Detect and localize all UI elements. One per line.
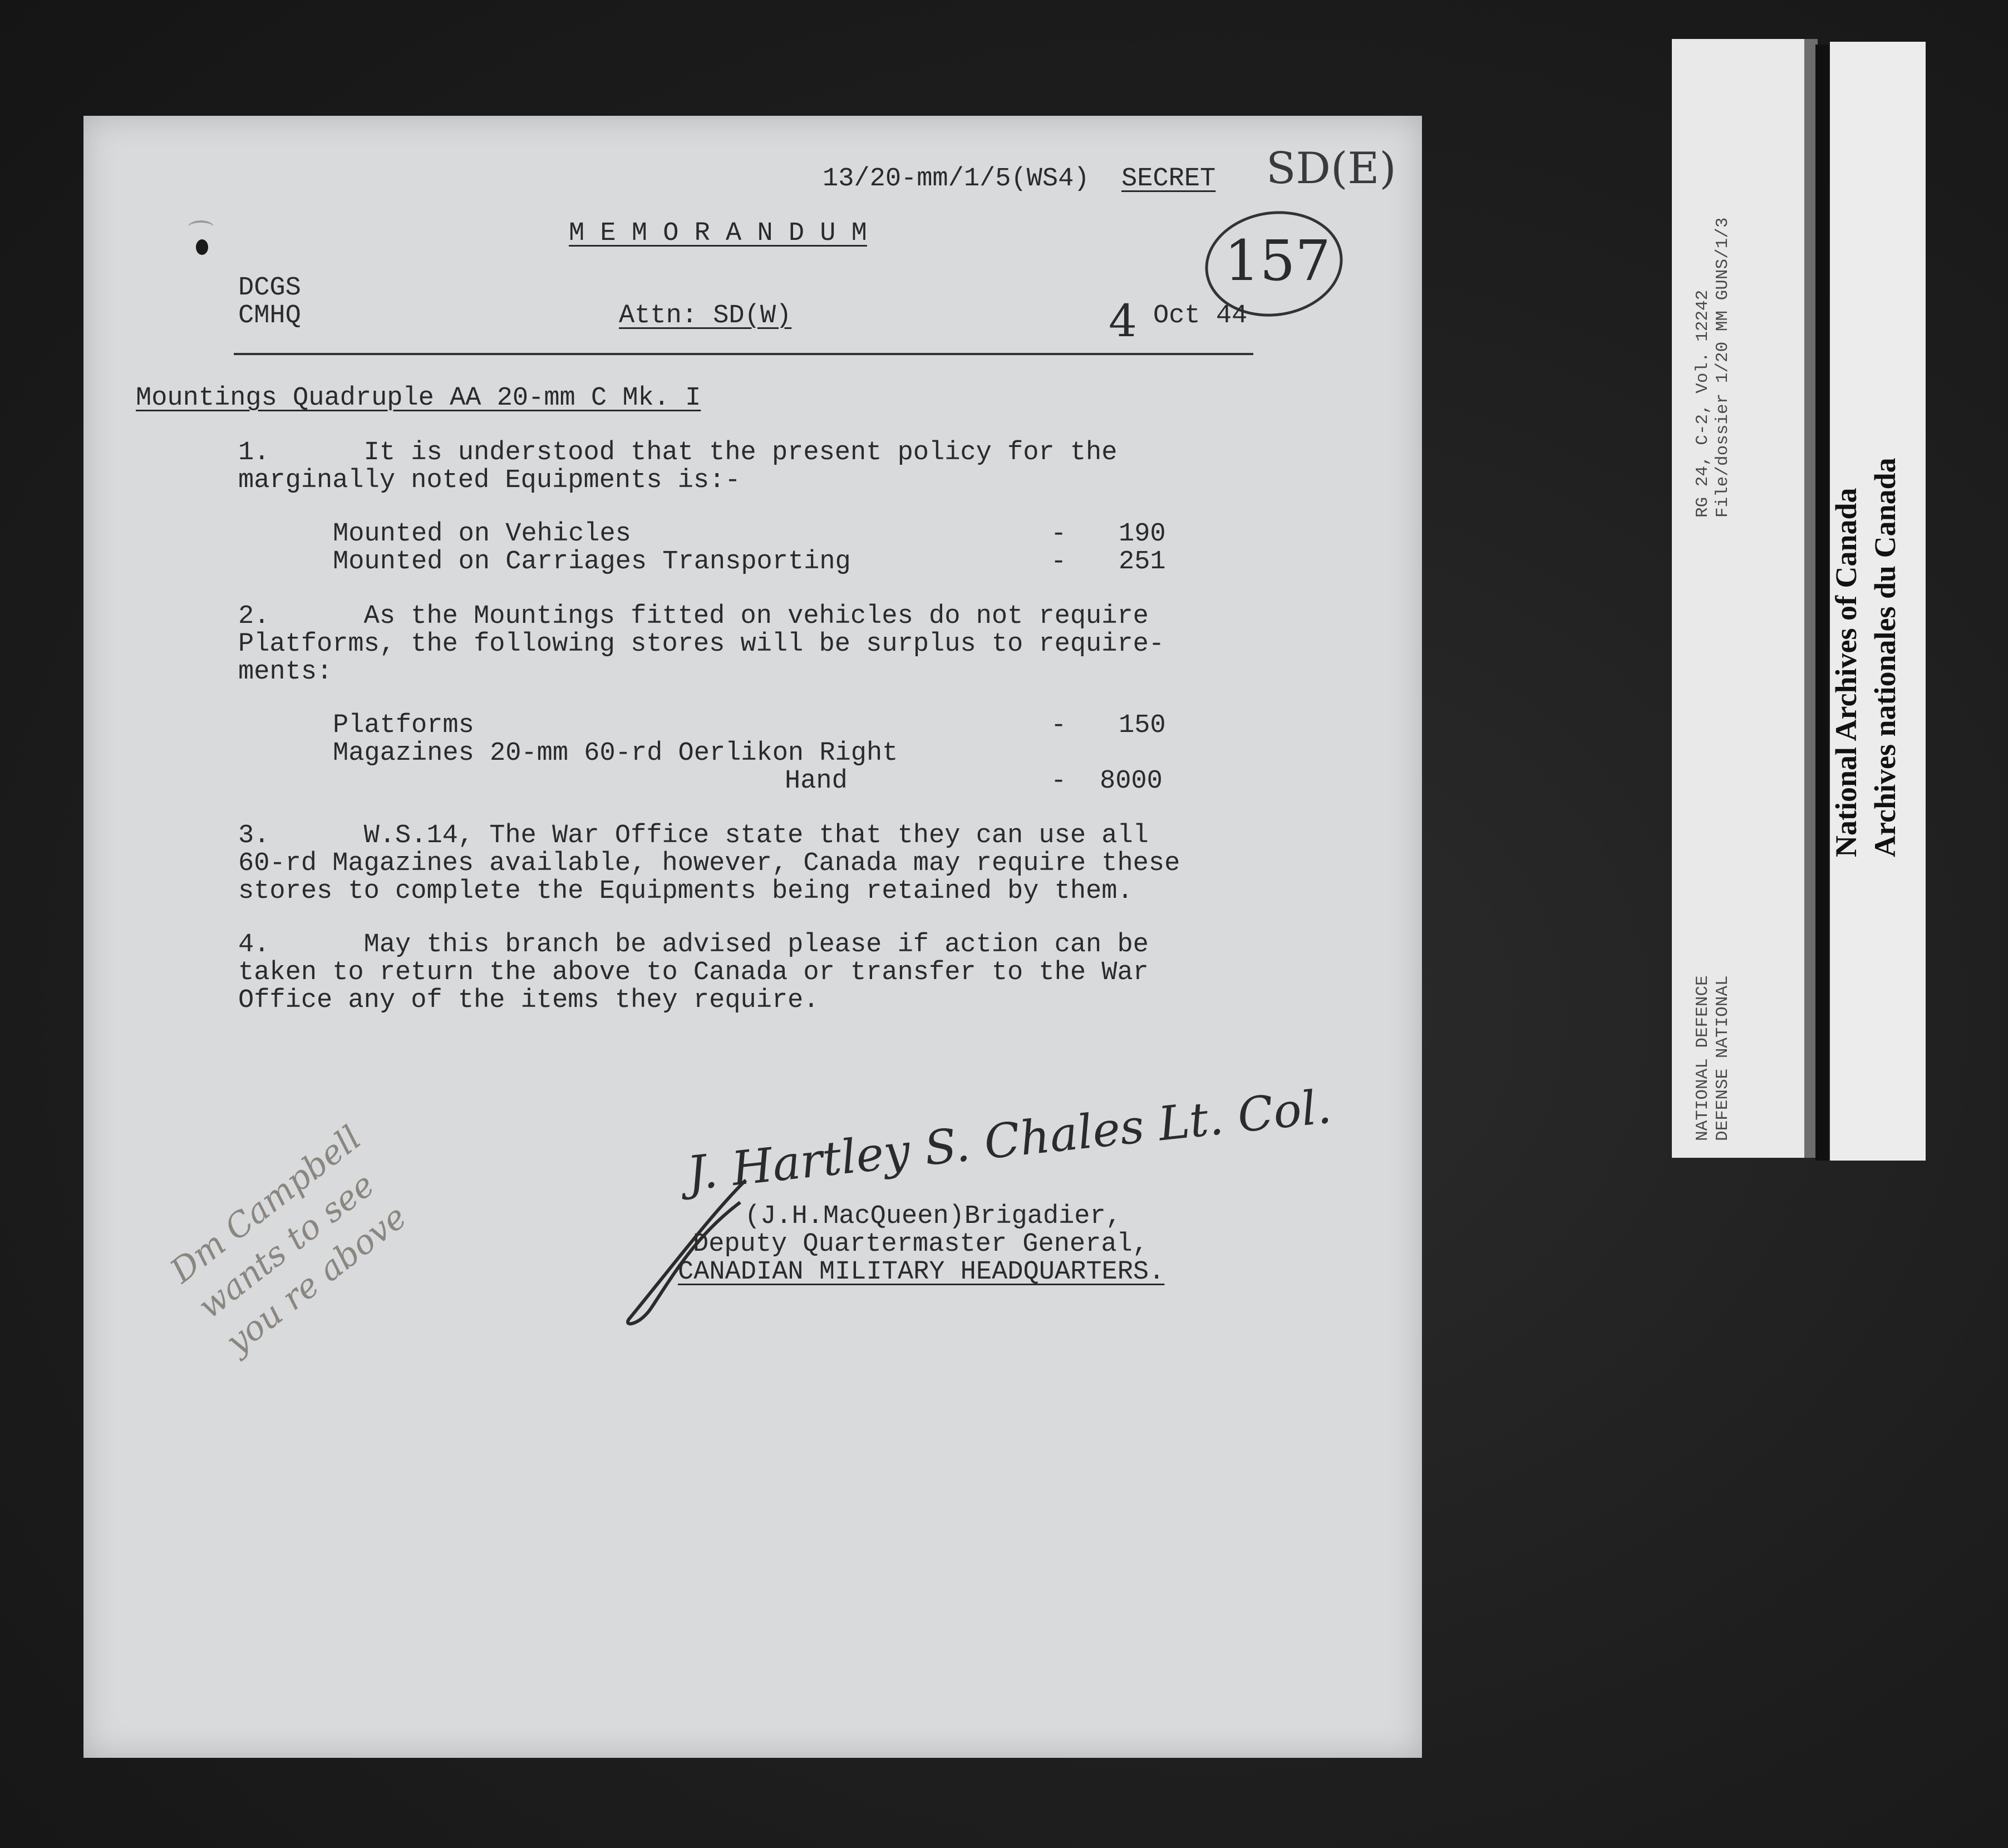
paragraph-3-line-3: stores to complete the Equipments being retained by them. xyxy=(238,877,1133,906)
table-2-row-1-label: Platforms xyxy=(333,711,474,740)
file-reference: 13/20-mm/1/5(WS4) xyxy=(823,164,1090,194)
dept-line-2: DEFENSE NATIONAL xyxy=(1713,975,1733,1141)
archives-name-french: Archives nationales du Canada xyxy=(1868,458,1902,857)
handwritten-corner-mark: SD(E) xyxy=(1266,144,1396,194)
attention-line: Attn: SD(W) xyxy=(619,301,792,331)
table-1-row-2-label: Mounted on Carriages Transporting xyxy=(333,547,851,577)
classification-marking: SECRET xyxy=(1121,164,1216,194)
memo-title: M E M O R A N D U M xyxy=(569,219,867,248)
memo-subject: Mountings Quadruple AA 20-mm C Mk. I xyxy=(136,384,701,413)
signatory-organization: CANADIAN MILITARY HEADQUARTERS. xyxy=(678,1257,1165,1287)
addressee-line-2: CMHQ xyxy=(238,301,301,331)
header-rule xyxy=(234,353,1253,355)
table-2-row-1-value: 150 xyxy=(1119,711,1166,740)
archives-name-english: National Archives of Canada xyxy=(1829,488,1863,857)
paragraph-2-line-3: ments: xyxy=(238,657,333,687)
signatory-title: Deputy Quartermaster General, xyxy=(693,1230,1148,1259)
table-2-row-3-label: Hand xyxy=(785,766,848,796)
pencil-margin-note: Dm Campbell wants to see you re above xyxy=(163,1118,414,1362)
table-2-row-1-dash: - xyxy=(1051,711,1067,740)
archive-ref-line-1: RG 24, C-2, Vol. 12242 xyxy=(1693,289,1712,518)
paragraph-3-line-1: 3. W.S.14, The War Office state that they can use all xyxy=(238,821,1149,851)
staple-mark xyxy=(188,220,214,234)
handwritten-date-day: 4 xyxy=(1109,295,1137,347)
folio-number: 157 xyxy=(1224,228,1331,293)
signatory-name: (J.H.MacQueen)Brigadier, xyxy=(745,1202,1121,1231)
handwritten-signature: J. Hartley S. Chales Lt. Col. xyxy=(685,1079,1334,1201)
paragraph-1-line-2: marginally noted Equipments is:- xyxy=(238,466,741,495)
table-1-row-1-dash: - xyxy=(1051,519,1067,549)
dept-line-1: NATIONAL DEFENCE xyxy=(1693,975,1712,1141)
paragraph-4-line-2: taken to return the above to Canada or transfer to the War xyxy=(238,958,1149,987)
paragraph-4-line-3: Office any of the items they require. xyxy=(238,986,819,1015)
paragraph-2-line-2: Platforms, the following stores will be surplus to require- xyxy=(238,630,1165,659)
table-2-row-3-value: 8000 xyxy=(1100,766,1163,796)
table-1-row-1-value: 190 xyxy=(1119,519,1166,549)
paragraph-4-line-1: 4. May this branch be advised please if action can be xyxy=(238,930,1149,960)
archive-ref-line-2: File/dossier 1/20 MM GUNS/1/3 xyxy=(1713,217,1733,518)
paragraph-3-line-2: 60-rd Magazines available, however, Canada may require these xyxy=(238,849,1180,878)
table-1-row-2-dash: - xyxy=(1051,547,1067,577)
paragraph-1-line-1: 1. It is understood that the present policy for the xyxy=(238,438,1118,468)
table-1-row-2-value: 251 xyxy=(1119,547,1166,577)
paragraph-2-line-1: 2. As the Mountings fitted on vehicles do not require xyxy=(238,602,1149,631)
addressee-line-1: DCGS xyxy=(238,273,301,303)
punch-hole-mark xyxy=(196,239,208,255)
strip-dark-band xyxy=(1815,45,1829,1161)
table-1-row-1-label: Mounted on Vehicles xyxy=(333,519,631,549)
table-2-row-2-label: Magazines 20-mm 60-rd Oerlikon Right xyxy=(333,739,898,768)
memo-date: Oct 44 xyxy=(1153,301,1248,331)
table-2-row-3-dash: - xyxy=(1051,766,1067,796)
